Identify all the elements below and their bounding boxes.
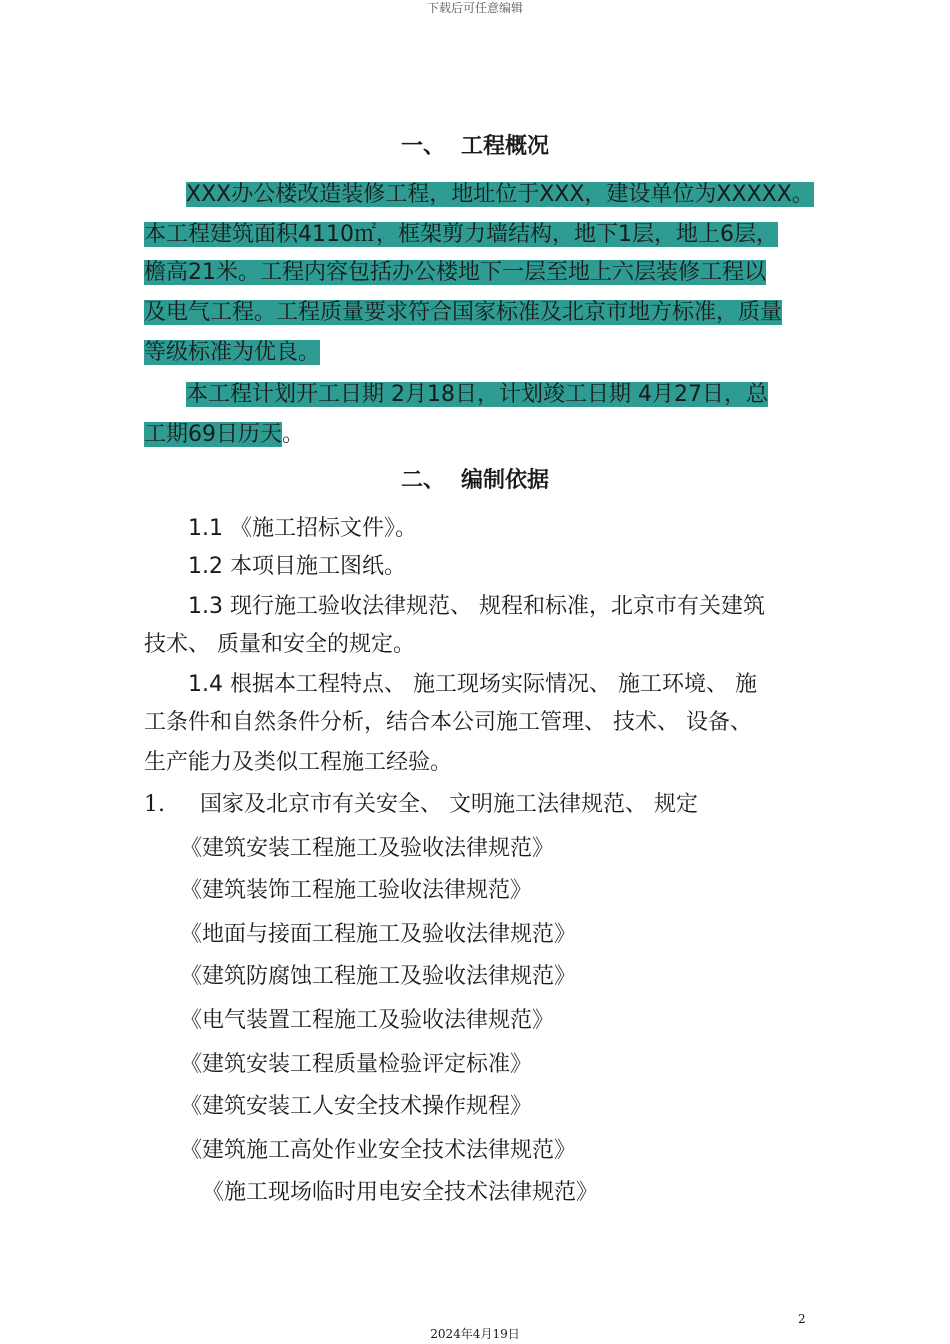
para1-line: 本工程建筑面积4110㎡，框架剪力墙结构，地下1层，地上6层， (144, 222, 778, 247)
footer-date: 2024年4月19日 (430, 1327, 520, 1341)
basis-item: 1.4 根据本工程特点、 施工现场实际情况、 施工环境、 施 (188, 672, 757, 697)
standard-item: 《建筑安装工人安全技术操作规程》 (180, 1094, 533, 1119)
para1-line: 檐高21米。工程内容包括办公楼地下一层至地上六层装修工程以 (144, 260, 766, 285)
para2-line: 工期69日历天。 (144, 422, 305, 447)
basis-item: 1.2 本项目施工图纸。 (188, 554, 406, 579)
standard-item: 《建筑防腐蚀工程施工及验收法律规范》 (180, 964, 577, 989)
section2-number: 二、 (400, 468, 445, 493)
para1-line: 等级标准为优良。 (144, 340, 321, 365)
basis-item: 1.1 《施工招标文件》。 (188, 516, 417, 541)
list-heading (144, 790, 698, 820)
standard-item: 《地面与接面工程施工及验收法律规范》 (180, 922, 577, 947)
section1-heading (0, 132, 950, 162)
standard-item: 《建筑安装工程质量检验评定标准》 (180, 1052, 533, 1077)
section1-number: 一、 (400, 134, 445, 159)
header-note: 下载后可任意编辑 (426, 1, 523, 15)
standard-item: 《建筑安装工程施工及验收法律规范》 (180, 836, 555, 861)
list-heading-number: 1. (144, 792, 165, 817)
standard-item: 《施工现场临时用电安全技术法律规范》 (202, 1180, 599, 1205)
para1-line: XXX办公楼改造装修工程，地址位于XXX，建设单位为XXXXX。 (186, 182, 814, 207)
standard-item: 《电气装置工程施工及验收法律规范》 (180, 1008, 555, 1033)
section2-title: 编制依据 (461, 468, 550, 493)
basis-item: 工条件和自然条件分析，结合本公司施工管理、 技术、 设备、 (144, 710, 752, 735)
basis-item: 生产能力及类似工程施工经验。 (144, 750, 453, 775)
basis-item: 技术、 质量和安全的规定。 (144, 632, 415, 657)
standard-item: 《建筑装饰工程施工验收法律规范》 (180, 878, 533, 903)
section1-title: 工程概况 (461, 134, 550, 159)
para2-line: 本工程计划开工日期 2月18日，计划竣工日期 4月27日，总 (186, 382, 768, 407)
basis-item: 1.3 现行施工验收法律规范、 规程和标准，北京市有关建筑 (188, 594, 765, 619)
list-heading-text: 国家及北京市有关安全、 文明施工法律规范、 规定 (200, 792, 698, 817)
page-number: 2 (798, 1312, 806, 1326)
section2-heading (0, 466, 950, 496)
standard-item: 《建筑施工高处作业安全技术法律规范》 (180, 1138, 577, 1163)
para1-line: 及电气工程。工程质量要求符合国家标准及北京市地方标准，质量 (144, 300, 783, 325)
